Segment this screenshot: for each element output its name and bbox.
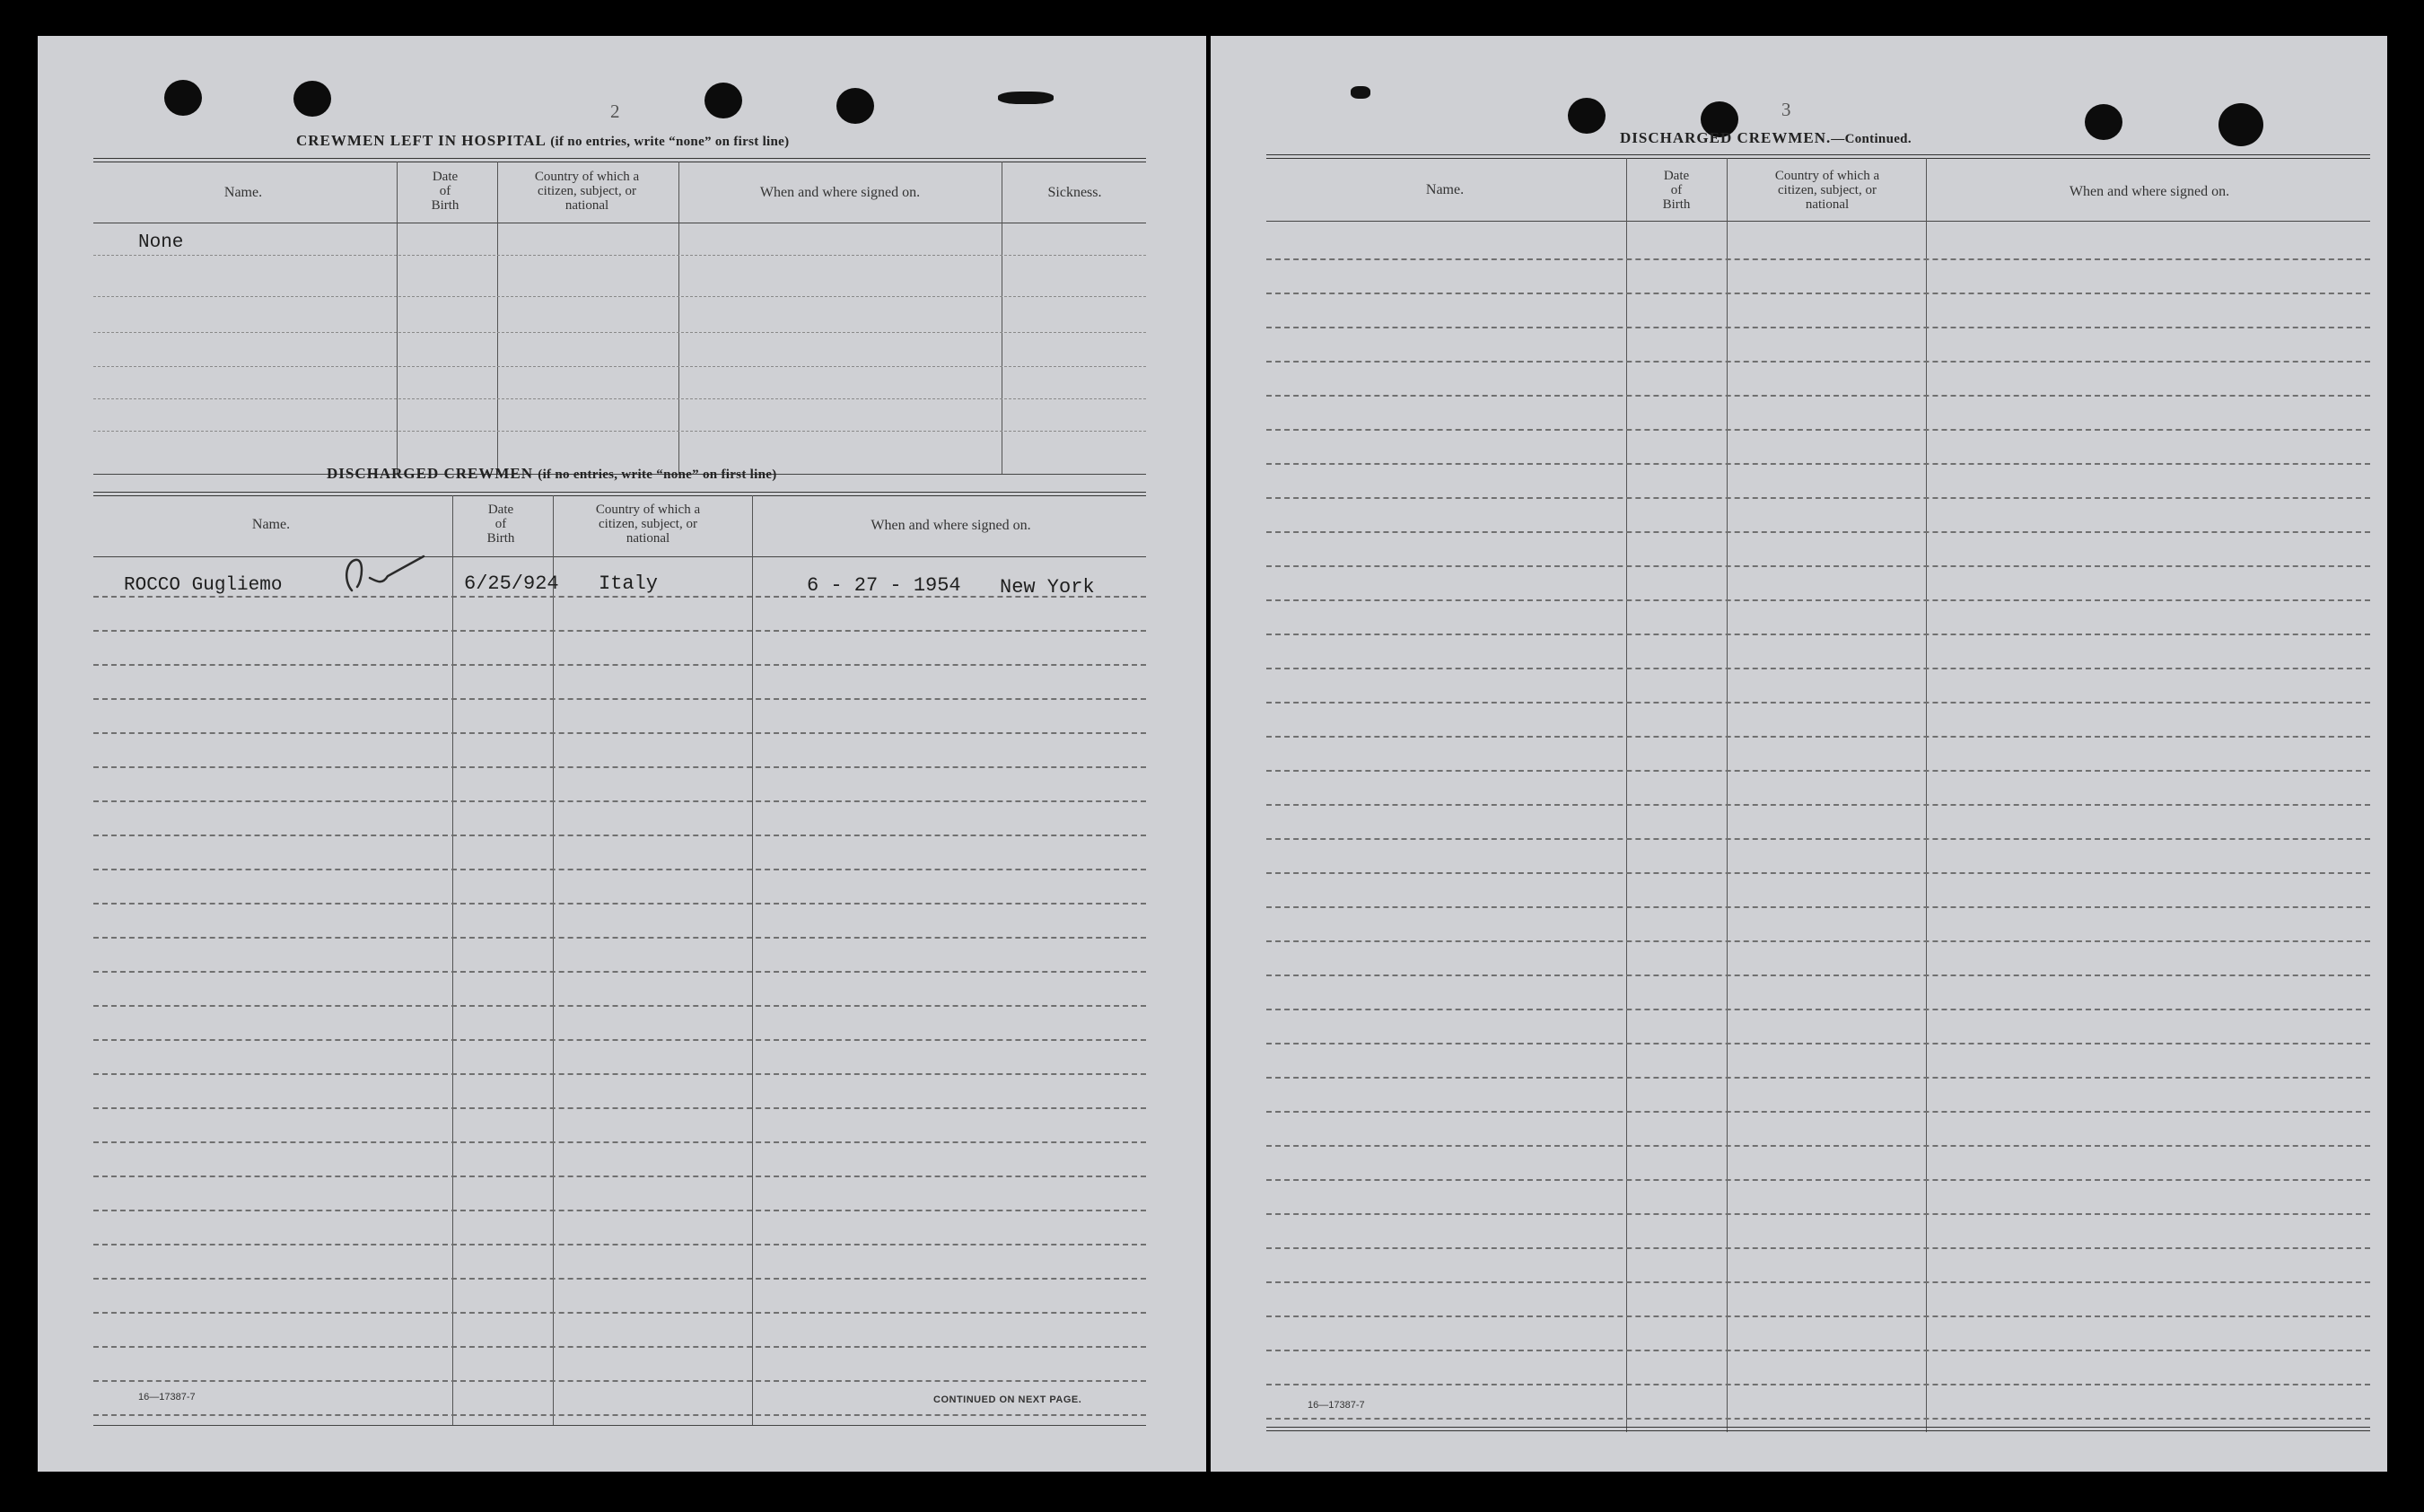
row-line xyxy=(93,800,1146,802)
discharged-bottom-rule xyxy=(93,1425,1146,1426)
row-line xyxy=(1266,1384,2370,1385)
dob-line: Date xyxy=(432,170,459,184)
row-line xyxy=(1266,940,2370,942)
row-line xyxy=(93,1039,1146,1041)
row-line xyxy=(1266,497,2370,499)
discharged-entry-country: Italy xyxy=(599,572,659,595)
right-top-rule xyxy=(1266,154,2370,155)
handwritten-mark xyxy=(334,546,433,598)
row-line xyxy=(1266,327,2370,328)
country-line: national xyxy=(626,531,670,546)
discharged-col-name: Name. xyxy=(251,517,291,532)
country-line: Country of which a xyxy=(595,503,701,517)
hospital-row-line xyxy=(93,398,1146,399)
row-line xyxy=(93,835,1146,836)
ink-blot xyxy=(998,92,1054,104)
hospital-col-divider xyxy=(397,162,398,474)
row-line xyxy=(1266,838,2370,840)
dob-line: of xyxy=(439,184,451,198)
hospital-entry-name: None xyxy=(138,232,184,253)
row-line xyxy=(1266,668,2370,669)
page-number: 3 xyxy=(1781,99,1791,120)
right-col-divider xyxy=(1926,158,1927,1432)
right-title-text: DISCHARGED CREWMEN. xyxy=(1620,129,1832,146)
discharged-col-divider xyxy=(452,495,453,1425)
left-page xyxy=(38,36,1206,1472)
row-line xyxy=(1266,872,2370,874)
row-line xyxy=(1266,1281,2370,1283)
row-line xyxy=(1266,1213,2370,1215)
discharged-entry-signed-place: New York xyxy=(1000,576,1095,599)
row-line xyxy=(93,1107,1146,1109)
row-line xyxy=(1266,974,2370,976)
row-line xyxy=(1266,1145,2370,1147)
dob-line: Birth xyxy=(1662,197,1691,212)
row-line xyxy=(1266,804,2370,806)
discharged-entry-dob: 6/25/924 xyxy=(464,572,559,595)
punch-hole xyxy=(2085,104,2122,140)
row-line xyxy=(93,1141,1146,1143)
country-line: national xyxy=(564,198,609,213)
right-header-rule xyxy=(1266,221,2370,222)
row-line xyxy=(93,766,1146,768)
row-line xyxy=(1266,361,2370,363)
row-line xyxy=(93,1278,1146,1280)
row-line xyxy=(93,1073,1146,1075)
ink-blot xyxy=(1351,86,1370,99)
row-line xyxy=(93,1380,1146,1382)
form-number: 16—17387-7 xyxy=(1308,1400,1365,1411)
right-col-country xyxy=(1729,169,1925,212)
punch-hole xyxy=(704,83,742,118)
discharged-title-text: DISCHARGED CREWMEN xyxy=(327,465,534,482)
row-line xyxy=(1266,1418,2370,1420)
dob-line: Birth xyxy=(431,198,459,213)
row-line xyxy=(93,1312,1146,1314)
hospital-title-note: (if no entries, write “none” on first line) xyxy=(550,135,790,149)
row-line xyxy=(1266,906,2370,908)
country-line: citizen, subject, or xyxy=(599,517,697,531)
row-line xyxy=(93,1210,1146,1211)
right-bottom-rule xyxy=(1266,1427,2370,1428)
discharged-top-rule xyxy=(93,492,1146,493)
row-line xyxy=(1266,770,2370,772)
dob-line: Date xyxy=(1663,169,1690,183)
hospital-col-sickness: Sickness. xyxy=(1047,185,1102,200)
discharged-header-rule xyxy=(93,556,1146,557)
row-line xyxy=(1266,736,2370,738)
punch-hole xyxy=(293,81,331,117)
discharged-col-country xyxy=(555,503,741,546)
hospital-section-title xyxy=(296,132,789,150)
hospital-row-line xyxy=(93,366,1146,367)
country-line: citizen, subject, or xyxy=(538,184,636,198)
row-line xyxy=(1266,395,2370,397)
discharged-entry-signed-date: 6 - 27 - 1954 xyxy=(807,574,961,597)
dob-line: Birth xyxy=(486,531,515,546)
row-line xyxy=(93,698,1146,700)
right-page xyxy=(1211,36,2387,1472)
country-line: citizen, subject, or xyxy=(1778,183,1877,197)
row-line xyxy=(93,664,1146,666)
row-line xyxy=(1266,1043,2370,1044)
hospital-col-name: Name. xyxy=(223,185,263,200)
right-col-signed: When and where signed on. xyxy=(2069,184,2230,199)
discharged-col-divider xyxy=(752,495,753,1425)
row-line xyxy=(1266,1315,2370,1317)
right-section-title xyxy=(1620,129,1912,147)
row-line xyxy=(93,1005,1146,1007)
hospital-col-dob xyxy=(397,170,494,213)
row-line xyxy=(93,1244,1146,1245)
row-line xyxy=(1266,258,2370,260)
hospital-top-rule xyxy=(93,158,1146,159)
discharged-title-note: (if no entries, write “none” on first line) xyxy=(538,468,777,482)
row-line xyxy=(1266,1077,2370,1079)
discharged-entry-name: ROCCO Gugliemo xyxy=(124,575,283,596)
right-col-divider xyxy=(1727,158,1728,1432)
hospital-title-text: CREWMEN LEFT IN HOSPITAL xyxy=(296,132,546,149)
hospital-col-divider xyxy=(497,162,498,474)
discharged-section-title xyxy=(327,465,777,483)
dob-line: of xyxy=(1670,183,1683,197)
discharged-col-signed: When and where signed on. xyxy=(871,518,1031,533)
row-line xyxy=(1266,1179,2370,1181)
hospital-row-line xyxy=(93,255,1146,256)
row-line xyxy=(1266,702,2370,704)
row-line xyxy=(1266,1111,2370,1113)
row-line xyxy=(1266,1247,2370,1249)
country-line: Country of which a xyxy=(1774,169,1880,183)
row-line xyxy=(93,903,1146,905)
row-line xyxy=(1266,293,2370,294)
discharged-col-dob xyxy=(452,503,549,546)
row-line xyxy=(93,937,1146,939)
right-col-dob xyxy=(1627,169,1726,212)
row-line xyxy=(93,732,1146,734)
punch-hole xyxy=(164,80,202,116)
country-line: Country of which a xyxy=(534,170,640,184)
right-col-divider xyxy=(1626,158,1627,1432)
right-col-name: Name. xyxy=(1425,182,1465,197)
row-line xyxy=(93,971,1146,973)
row-line xyxy=(1266,531,2370,533)
row-line xyxy=(1266,599,2370,601)
row-line xyxy=(93,869,1146,870)
row-line xyxy=(1266,463,2370,465)
row-line xyxy=(93,1176,1146,1177)
punch-hole xyxy=(836,88,874,124)
punch-hole xyxy=(2218,103,2263,146)
row-line xyxy=(1266,565,2370,567)
row-line xyxy=(93,1346,1146,1348)
continued-note: CONTINUED ON NEXT PAGE. xyxy=(933,1394,1082,1405)
country-line: national xyxy=(1805,197,1850,212)
right-title-suffix: —Continued. xyxy=(1831,132,1912,146)
row-line xyxy=(93,630,1146,632)
row-line xyxy=(1266,1350,2370,1351)
form-number: 16—17387-7 xyxy=(138,1392,196,1403)
row-line xyxy=(93,1414,1146,1416)
row-line xyxy=(93,596,1146,598)
dob-line: Date xyxy=(487,503,514,517)
hospital-row-line xyxy=(93,332,1146,333)
row-line xyxy=(1266,1009,2370,1010)
hospital-col-divider xyxy=(678,162,679,474)
row-line xyxy=(1266,634,2370,635)
row-line xyxy=(1266,429,2370,431)
hospital-row-line xyxy=(93,431,1146,432)
dob-line: of xyxy=(494,517,507,531)
hospital-row-line xyxy=(93,296,1146,297)
page-number: 2 xyxy=(610,101,620,122)
hospital-col-signed: When and where signed on. xyxy=(759,185,921,200)
hospital-col-country xyxy=(497,170,677,213)
discharged-col-divider xyxy=(553,495,554,1425)
punch-hole xyxy=(1568,98,1606,134)
